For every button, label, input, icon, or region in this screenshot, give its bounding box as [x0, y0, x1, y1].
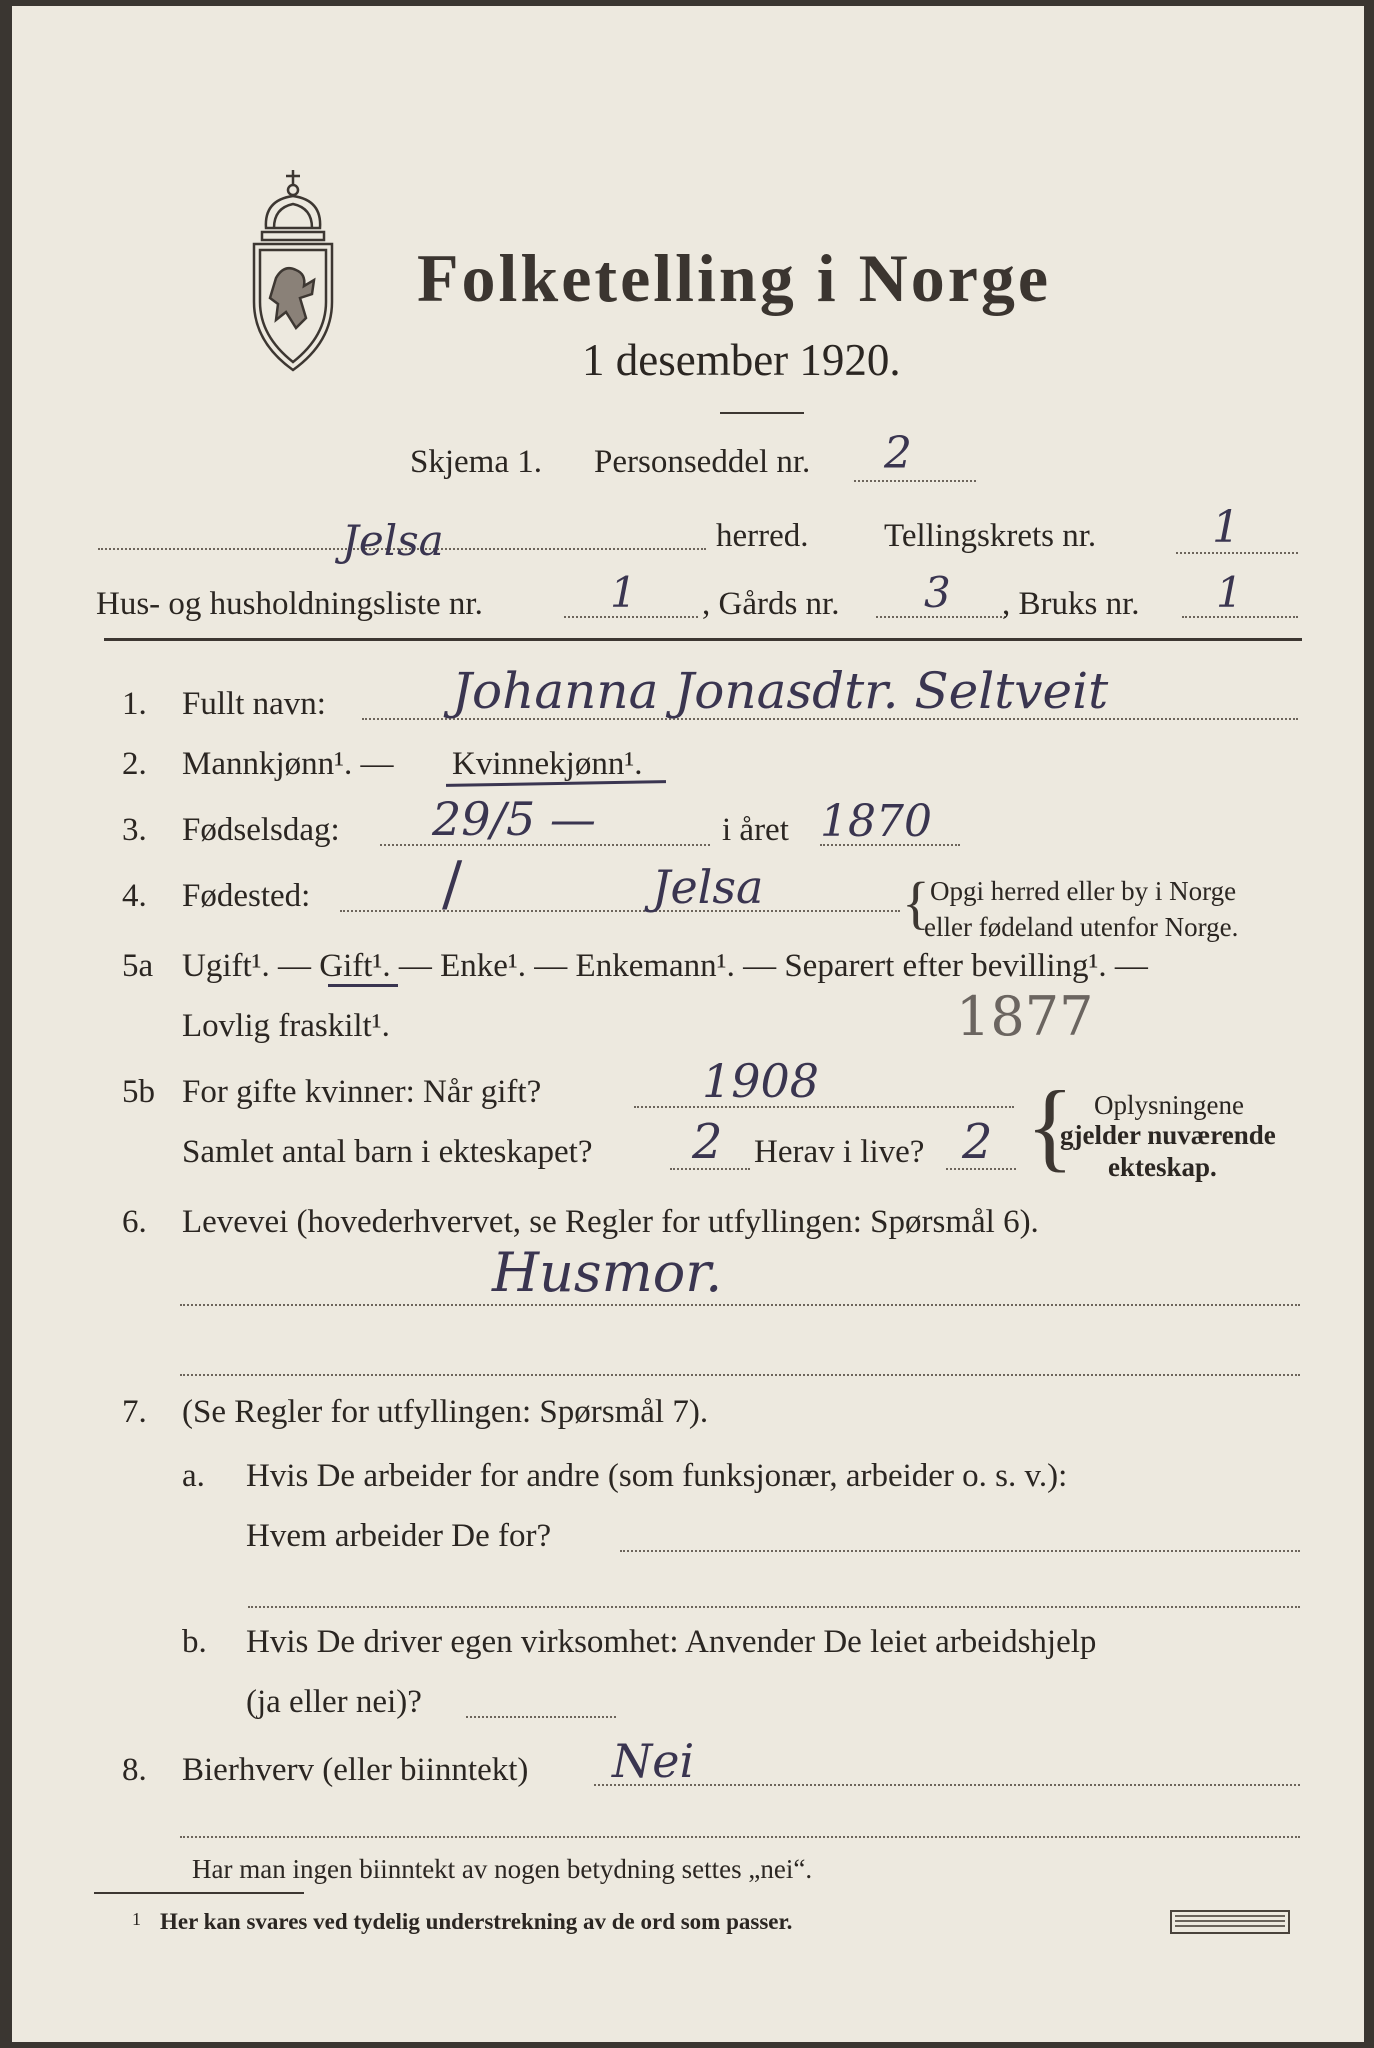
herred-value: Jelsa [342, 516, 444, 565]
occupation-value: Husmor. [492, 1241, 723, 1304]
q2-number: 2. [122, 746, 147, 782]
side-income-field-1[interactable] [594, 1784, 1300, 1786]
bruks-label: , Bruks nr. [1002, 586, 1140, 622]
q6-number: 6. [122, 1204, 147, 1240]
employer-field-2[interactable] [248, 1606, 1300, 1608]
q1-label: Fullt navn: [182, 686, 326, 722]
married-year-field[interactable] [634, 1106, 1014, 1108]
birthplace-field[interactable] [340, 910, 900, 912]
husliste-label: Hus- og husholdningsliste nr. [96, 586, 483, 622]
q5b-note-3: ekteskap. [1108, 1152, 1217, 1182]
gards-label: , Gårds nr. [702, 586, 840, 622]
q8-number: 8. [122, 1752, 147, 1788]
schema-label: Skjema 1. [410, 444, 542, 480]
side-income-value: Nei [612, 1734, 695, 1788]
q4-note-1: Opgi herred eller by i Norge [930, 876, 1237, 906]
full-name-value: Johanna Jonasdtr. Seltveit [452, 662, 1109, 720]
q8-label: Bierhverv (eller biinntekt) [182, 1752, 529, 1788]
birth-year-value: 1870 [820, 796, 932, 847]
q7-number: 7. [122, 1394, 147, 1430]
gift-underline [328, 984, 398, 987]
bruks-value: 1 [1216, 568, 1243, 617]
hired-help-field[interactable] [466, 1716, 616, 1718]
children-value: 2 [692, 1114, 723, 1170]
q7a-line2: Hvem arbeider De for? [246, 1518, 552, 1554]
footnote-text: Her kan svares ved tydelig understrekning av de ord som passer. [160, 1909, 793, 1934]
birthplace-stroke: / [442, 849, 463, 919]
coat-of-arms-icon [244, 166, 342, 376]
q5a-line2[interactable]: Lovlig fraskilt¹. [182, 1008, 390, 1044]
q3-label: Fødselsdag: [182, 812, 340, 848]
census-date: 1 desember 1920. [582, 335, 901, 385]
q5a-line1[interactable]: Ugift¹. — Gift¹. — Enke¹. — Enkemann¹. — Separert efter bevilling¹. — [182, 948, 1148, 984]
alive-value: 2 [962, 1114, 993, 1170]
q5b-note-1: Oplysningene [1094, 1090, 1244, 1120]
tellingskrets-label: Tellingskrets nr. [884, 518, 1097, 554]
footnote-mark: 1 [132, 1909, 141, 1929]
side-income-field-2[interactable] [180, 1836, 1300, 1838]
birth-year-label: i året [722, 812, 789, 848]
q7a-line1: Hvis De arbeider for andre (som funksjonær, arbeider o. s. v.): [246, 1458, 1068, 1494]
q7b-letter: b. [182, 1624, 207, 1660]
q6-label: Levevei (hovederhvervet, se Regler for utfyllingen: Spørsmål 6). [182, 1204, 1039, 1240]
personseddel-field[interactable] [854, 480, 976, 482]
birthplace-value: Jelsa [652, 860, 764, 914]
q4-label: Fødested: [182, 878, 311, 914]
married-year-value: 1908 [702, 1054, 820, 1108]
q5b-label2: Samlet antal barn i ekteskapet? [182, 1134, 593, 1170]
personseddel-value: 2 [884, 428, 912, 479]
birthday-value: 29/5 — [432, 792, 596, 846]
q2-kvinne[interactable]: Kvinnekjønn¹. [452, 746, 643, 782]
q3-number: 3. [122, 812, 147, 848]
q4-number: 4. [122, 878, 147, 914]
q8-note: Har man ingen biinntekt av nogen betydning settes „nei“. [192, 1854, 813, 1884]
title-divider [720, 412, 804, 414]
q1-number: 1. [122, 686, 147, 722]
occupation-field-1[interactable] [180, 1304, 1300, 1306]
q2-mann: Mannkjønn¹. — [182, 746, 394, 782]
q5b-note-2: gjelder nuværende [1060, 1120, 1276, 1150]
q7a-letter: a. [182, 1458, 205, 1494]
q5b-brace: { [1026, 1070, 1074, 1181]
employer-field-1[interactable] [620, 1550, 1300, 1552]
census-form [12, 6, 1364, 2042]
footnote-divider [94, 1892, 304, 1894]
printer-stamp [1170, 1910, 1290, 1934]
q4-note-2: eller fødeland utenfor Norge. [924, 912, 1239, 942]
header-divider [104, 638, 1302, 641]
q5b-label1: For gifte kvinner: Når gift? [182, 1074, 542, 1110]
q5a-number: 5a [122, 948, 154, 984]
personseddel-label: Personseddel nr. [594, 444, 811, 480]
q7-label: (Se Regler for utfyllingen: Spørsmål 7). [182, 1394, 709, 1430]
q5a-annotation: 1877 [956, 985, 1094, 1048]
q7b-line2: (ja eller nei)? [246, 1684, 422, 1720]
q5b-number: 5b [122, 1074, 155, 1110]
herred-label: herred. [716, 518, 809, 554]
tellingskrets-value: 1 [1212, 502, 1240, 553]
q7b-line1: Hvis De driver egen virksomhet: Anvender De leiet arbeidshjelp [246, 1624, 1097, 1660]
form-title: Folketelling i Norge [417, 240, 1052, 316]
q4-brace: { [902, 870, 930, 935]
husliste-value: 1 [610, 568, 637, 617]
q5b-label3: Herav i live? [754, 1134, 925, 1170]
gards-value: 3 [924, 568, 951, 617]
occupation-field-2[interactable] [180, 1374, 1300, 1376]
